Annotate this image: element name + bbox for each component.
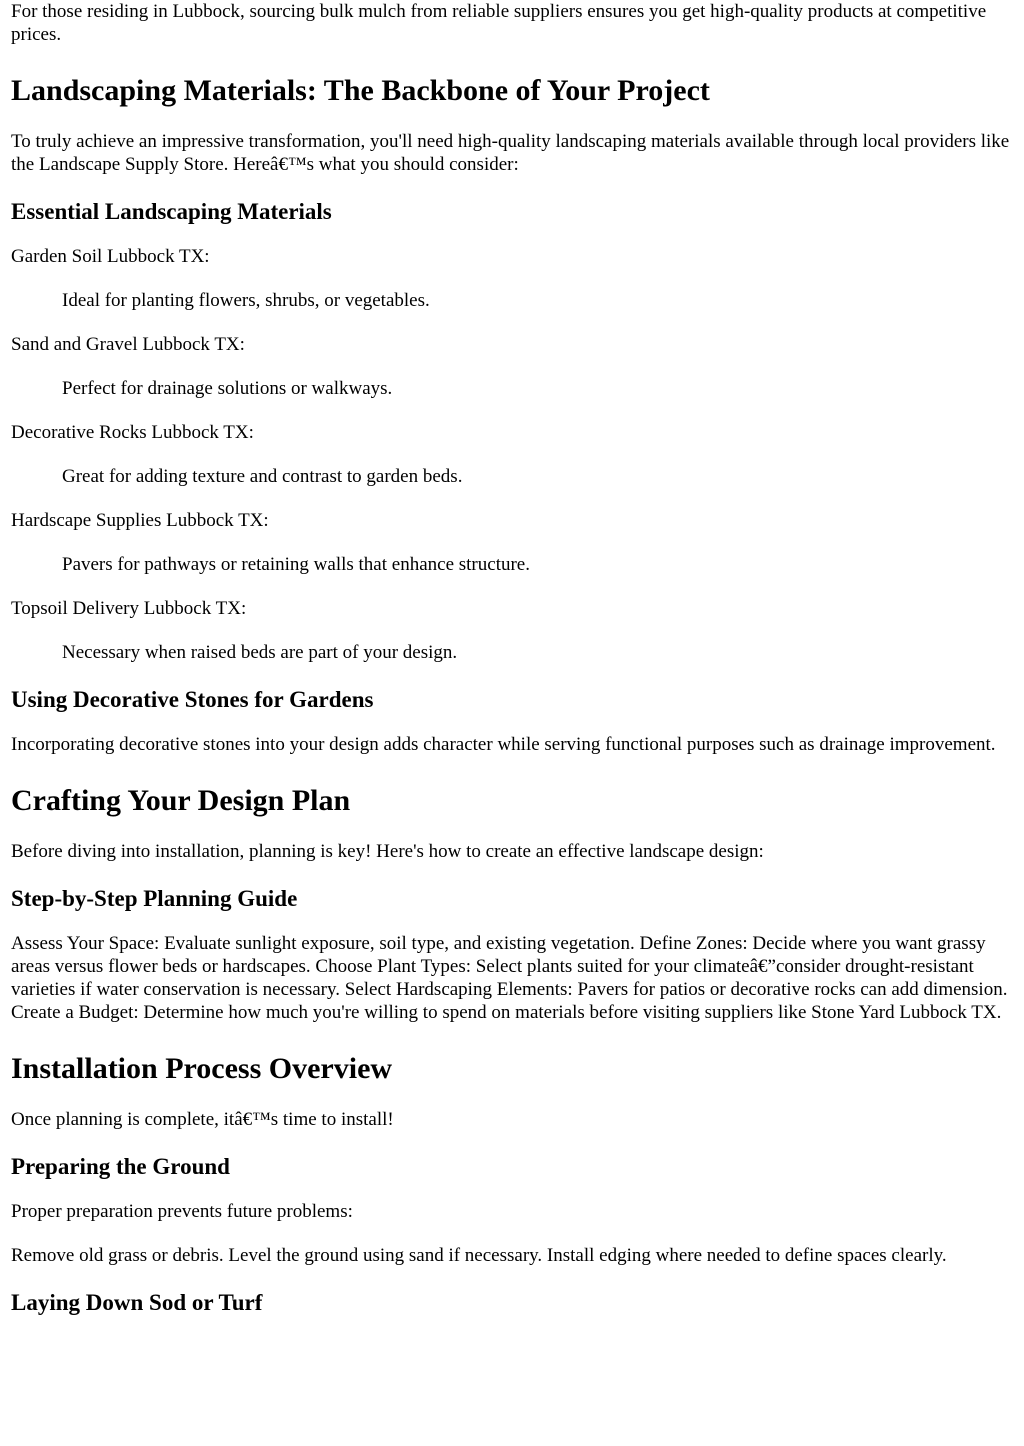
subheading-decorative-stones: Using Decorative Stones for Gardens — [11, 687, 374, 712]
section-heading-design-plan: Crafting Your Design Plan — [11, 784, 351, 817]
list-item-description: Great for adding texture and contrast to garden beds. — [62, 466, 463, 487]
list-item-description: Pavers for pathways or retaining walls that enhance structure. — [62, 554, 530, 575]
subheading-preparing-ground: Preparing the Ground — [11, 1154, 230, 1179]
section-paragraph: Remove old grass or debris. Level the ground using sand if necessary. Install edging where needed to define spaces clearly. — [11, 1245, 947, 1266]
materials-list — [11, 245, 1014, 664]
list-item-term: Topsoil Delivery Lubbock TX: — [11, 598, 247, 619]
section-heading-installation: Installation Process Overview — [11, 1052, 393, 1085]
list-item-description: Necessary when raised beds are part of your design. — [62, 642, 458, 663]
section-paragraph: Once planning is complete, itâ€™s time to install! — [11, 1109, 394, 1130]
list-item-term: Garden Soil Lubbock TX: — [11, 246, 210, 267]
section-paragraph: To truly achieve an impressive transformation, you'll need high-quality landscaping materials available through local providers like the Landscape Supply Store. Hereâ€™s what you should consider: — [11, 131, 1010, 175]
list-item-term: Decorative Rocks Lubbock TX: — [11, 422, 254, 443]
section-heading-landscaping-materials: Landscaping Materials: The Backbone of Your Project — [11, 74, 710, 107]
list-item-description: Ideal for planting flowers, shrubs, or vegetables. — [62, 290, 430, 311]
section-paragraph: Assess Your Space: Evaluate sunlight exposure, soil type, and existing vegetation. Define Zones: Decide where you want grassy areas versus flower beds or hardscapes. Choose Plant Types: Select plants suited for your climateâ€”consider drought-resistant varieties if water conservation is necessary. Select Hardscaping Elements: Pavers for patios or decorative rocks can add dimension. Create a Budget: Determine how much you're willing to spend on materials before visiting suppliers like Stone Yard Lubbock TX. — [11, 933, 1008, 1023]
list-item-term: Sand and Gravel Lubbock TX: — [11, 334, 245, 355]
subheading-essential-materials: Essential Landscaping Materials — [11, 199, 332, 224]
section-paragraph: Incorporating decorative stones into your design adds character while serving functional purposes such as drainage improvement. — [11, 734, 996, 755]
subheading-planning-guide: Step-by-Step Planning Guide — [11, 886, 298, 911]
section-paragraph: Proper preparation prevents future problems: — [11, 1201, 353, 1222]
list-item-term: Hardscape Supplies Lubbock TX: — [11, 510, 269, 531]
list-item-description: Perfect for drainage solutions or walkways. — [62, 378, 393, 399]
section-paragraph: Before diving into installation, planning is key! Here's how to create an effective landscape design: — [11, 841, 764, 862]
intro-paragraph: For those residing in Lubbock, sourcing bulk mulch from reliable suppliers ensures you get high-quality products at competitive prices. — [11, 1, 987, 45]
subheading-laying-sod: Laying Down Sod or Turf — [11, 1290, 263, 1315]
